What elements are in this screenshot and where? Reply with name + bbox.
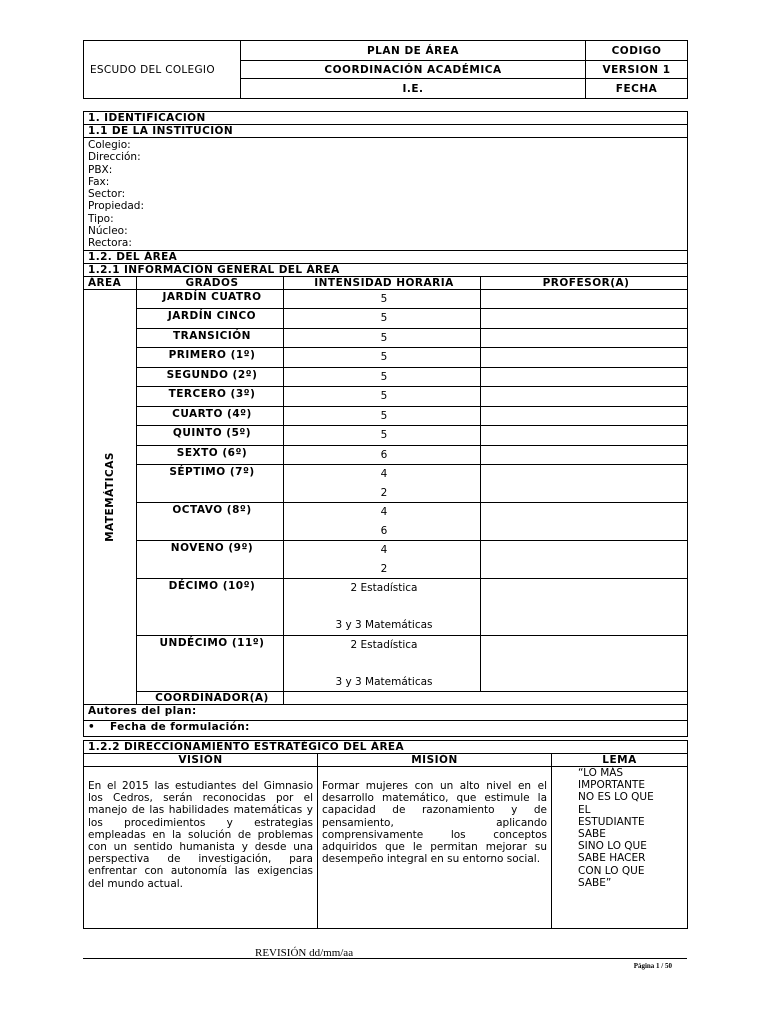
teacher-cell[interactable] xyxy=(481,541,688,579)
formulation-date-label: Fecha de formulación: xyxy=(110,721,250,734)
section-identification-title: 1. IDENTIFICACIÓN xyxy=(84,112,688,125)
grade-hours xyxy=(284,289,481,309)
grade-row xyxy=(84,465,688,503)
coordinator-field[interactable] xyxy=(284,692,688,705)
teacher-cell[interactable] xyxy=(481,426,688,446)
document-header xyxy=(83,40,688,99)
teacher-cell[interactable] xyxy=(481,328,688,348)
teacher-cell[interactable] xyxy=(481,445,688,465)
grade-hours xyxy=(284,406,481,426)
field-tipo: Tipo: xyxy=(88,212,114,225)
hours-value: 5 xyxy=(380,351,388,364)
hours-value xyxy=(288,598,480,617)
teacher-cell[interactable] xyxy=(481,309,688,329)
hours-value: 5 xyxy=(380,429,388,442)
grade-hours xyxy=(284,309,481,329)
coordinator-row xyxy=(84,692,688,705)
hours-value: 5 xyxy=(380,370,388,383)
hours-value: 5 xyxy=(380,390,388,403)
teacher-cell[interactable] xyxy=(481,635,688,692)
field-nucleo: Núcleo: xyxy=(88,225,128,238)
hours-value: 2 Estadística xyxy=(350,638,418,651)
teacher-cell[interactable] xyxy=(481,348,688,368)
area-name: MATEMÁTICAS xyxy=(104,452,116,542)
grade-name: DÉCIMO (10º) xyxy=(137,579,284,636)
teacher-cell[interactable] xyxy=(481,367,688,387)
grade-name: TRANSICIÓN xyxy=(137,328,284,348)
col-header-profesor: PROFESOR(A) xyxy=(481,276,688,289)
grade-name: NOVENO (9º) xyxy=(137,541,284,579)
motto-line: ESTUDIANTE xyxy=(578,815,645,828)
grade-name: OCTAVO (8º) xyxy=(137,503,284,541)
motto-text xyxy=(552,767,688,929)
mission-header: MISIÓN xyxy=(318,754,552,767)
motto-line: NO ES LO QUE xyxy=(578,791,654,804)
hours-value: 4 xyxy=(380,468,388,481)
col-header-intensidad: INTENSIDAD HORARIA xyxy=(284,276,481,289)
authors-label: Autores del plan: xyxy=(84,705,688,721)
grade-row xyxy=(84,387,688,407)
hours-value: 6 xyxy=(380,448,388,461)
coordinator-label: COORDINADOR(A) xyxy=(137,692,284,705)
institution-section-title: 1.1 DE LA INSTITUCIÓN xyxy=(84,125,688,138)
hours-value xyxy=(288,654,480,673)
version-label: VERSION 1 xyxy=(586,61,688,79)
grade-row xyxy=(84,367,688,387)
grade-name: JARDÍN CUATRO xyxy=(137,289,284,309)
motto-line: EL xyxy=(578,803,591,816)
date-label: FECHA xyxy=(586,79,688,99)
grade-name: SEGUNDO (2º) xyxy=(137,367,284,387)
hours-value: 2 Estadística xyxy=(350,582,418,595)
grade-hours xyxy=(284,541,481,579)
area-section-title: 1.2. DEL ÁREA xyxy=(84,250,688,263)
motto-line: IMPORTANTE xyxy=(578,779,645,792)
field-fax: Fax: xyxy=(88,175,110,188)
teacher-cell[interactable] xyxy=(481,465,688,503)
hours-value: 2 xyxy=(380,486,388,499)
grade-hours xyxy=(284,445,481,465)
teacher-cell[interactable] xyxy=(481,387,688,407)
hours-value: 5 xyxy=(380,312,388,325)
field-propiedad: Propiedad: xyxy=(88,200,145,213)
grade-name: JARDÍN CINCO xyxy=(137,309,284,329)
col-header-grados: GRADOS xyxy=(137,276,284,289)
grade-row xyxy=(84,445,688,465)
teacher-cell[interactable] xyxy=(481,289,688,309)
strategic-direction-title: 1.2.2 DIRECCIONAMIENTO ESTRATÉGICO DEL ÁREA xyxy=(84,741,688,754)
revision-label: REVISIÓN dd/mm/aa xyxy=(255,947,354,959)
grade-row xyxy=(84,406,688,426)
col-header-area: ÁREA xyxy=(84,276,137,289)
field-rectora: Rectora: xyxy=(88,237,132,250)
motto-line: CON LO QUE xyxy=(578,864,645,877)
grade-name: CUARTO (4º) xyxy=(137,406,284,426)
hours-value: 3 y 3 Matemáticas xyxy=(335,675,433,688)
formulation-date-row xyxy=(84,721,688,737)
hours-value: 2 xyxy=(380,562,388,575)
motto-line: SABE xyxy=(578,828,606,841)
teacher-cell[interactable] xyxy=(481,406,688,426)
hours-value: 3 y 3 Matemáticas xyxy=(335,619,433,632)
plan-title: PLAN DE ÁREA xyxy=(241,41,586,61)
grade-row xyxy=(84,348,688,368)
motto-line: “LO MÁS xyxy=(578,767,624,779)
grade-name: SÉPTIMO (7º) xyxy=(137,465,284,503)
area-name-cell xyxy=(84,289,137,705)
grade-hours xyxy=(284,503,481,541)
institution-fields xyxy=(84,138,688,251)
grade-row xyxy=(84,328,688,348)
institution-label: I.E. xyxy=(241,79,586,99)
grade-row xyxy=(84,503,688,541)
motto-line: SABE” xyxy=(578,876,612,889)
grade-hours xyxy=(284,387,481,407)
area-info-title: 1.2.1 INFORMACIÓN GENERAL DEL ÁREA xyxy=(84,263,688,276)
coordination-title: COORDINACIÓN ACADÉMICA xyxy=(241,61,586,79)
grade-hours xyxy=(284,465,481,503)
field-pbx: PBX: xyxy=(88,163,113,176)
grade-name: SEXTO (6º) xyxy=(137,445,284,465)
grade-name: QUINTO (5º) xyxy=(137,426,284,446)
hours-value: 5 xyxy=(380,409,388,422)
grade-hours xyxy=(284,635,481,692)
teacher-cell[interactable] xyxy=(481,579,688,636)
grades-header-row xyxy=(84,276,688,289)
identification-table xyxy=(83,111,688,737)
grade-hours xyxy=(284,348,481,368)
field-sector: Sector: xyxy=(88,188,126,201)
hours-value: 4 xyxy=(380,544,388,557)
grade-hours xyxy=(284,328,481,348)
hours-value: 6 xyxy=(380,524,388,537)
grade-hours xyxy=(284,367,481,387)
vision-text: En el 2015 las estudiantes del Gimnasio los Cedros, serán reconocidas por el manejo de las habilidades matemáticas y los procedimientos y estrategias empleadas en la solución de problemas con un sentido humanista y desde una perspectiva de investigación, para enfrentar con autonomía las exigencias del mundo actual. xyxy=(84,767,318,929)
motto-line: SINO LO QUE xyxy=(578,840,647,853)
grade-name: TERCERO (3º) xyxy=(137,387,284,407)
grade-name: UNDÉCIMO (11º) xyxy=(137,635,284,692)
school-crest-placeholder: ESCUDO DEL COLEGIO xyxy=(84,41,241,99)
page-number: Página 1 / 50 xyxy=(633,962,672,970)
grade-row xyxy=(84,309,688,329)
hours-value: 4 xyxy=(380,506,388,519)
field-colegio: Colegio: xyxy=(88,139,131,151)
field-direccion: Dirección: xyxy=(88,151,141,164)
teacher-cell[interactable] xyxy=(481,503,688,541)
grade-hours xyxy=(284,426,481,446)
grade-row xyxy=(84,426,688,446)
grade-row xyxy=(84,289,688,309)
code-label: CODIGO xyxy=(586,41,688,61)
vision-header: VISIÓN xyxy=(84,754,318,767)
grade-name: PRIMERO (1º) xyxy=(137,348,284,368)
hours-value: 5 xyxy=(380,331,388,344)
grade-row xyxy=(84,579,688,636)
grade-row xyxy=(84,541,688,579)
motto-header: LEMA xyxy=(552,754,688,767)
mission-text: Formar mujeres con un alto nivel en el desarrollo matemático, que estimule la capacidad de razonamiento y de pensamiento, aplicando comprensivamente los conceptos adquiridos que le permitan mejorar su desempeño integral en su entorno social. xyxy=(318,767,552,929)
grade-row xyxy=(84,635,688,692)
footer-divider xyxy=(83,958,687,959)
strategic-direction-table xyxy=(83,740,688,929)
motto-line: SABE HACER xyxy=(578,852,646,865)
bullet-icon: • xyxy=(88,721,96,734)
hours-value: 5 xyxy=(380,292,388,305)
grade-hours xyxy=(284,579,481,636)
